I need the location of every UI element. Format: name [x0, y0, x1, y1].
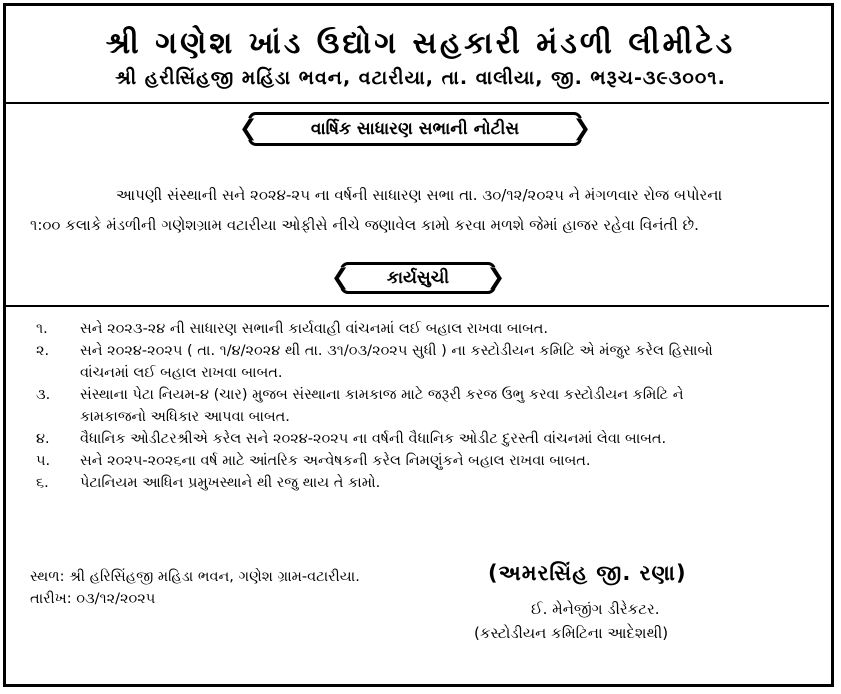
agenda-item-number: ૨.	[36, 343, 50, 359]
intro-line-2: ૧:૦૦ કલાકે મંડળીની ગણેશગ્રામ વટારીયા ઓફીસે નીચે જણાવેલ કામો કરવા મળશે જેમાં હાજર રહેવા વિનંતી છે.	[30, 216, 699, 234]
agenda-item-text-continued: વાંચનમાં લઈ બહાલ રાખવા બાબત.	[80, 365, 283, 381]
right-bracket-ornament: ❯	[572, 116, 591, 141]
agenda-item-text-continued: કામકાજનો અધિકાર આપવા બાબત.	[80, 409, 290, 425]
agenda-item-text: પેટાનિયમ આધિન પ્રમુખસ્થાને થી રજુ થાય તે કામો.	[80, 475, 381, 491]
meeting-place: સ્થળ: શ્રી હરિસિંહજી મહિડા ભવન, ગણેશ ગ્રામ-વટારીયા.	[30, 569, 360, 585]
agenda-item-number: ૩.	[36, 387, 51, 403]
agenda-list	[30, 318, 820, 494]
agenda-item-number: ૬.	[36, 475, 49, 491]
signatory-role: ઈ. મેનેજીંગ ડીરેકટર.	[531, 600, 660, 618]
notice-date: તારીખ: ૦૩/૧૨/૨૦૨૫	[30, 591, 156, 607]
organization-title: શ્રી ગણેશ ખાંડ ઉદ્યોગ સહકારી મંડળી લીમીટેડ	[105, 26, 736, 61]
intro-paragraph	[30, 180, 820, 240]
organization-address: શ્રી હરીસિંહજી મહિંડા ભવન, વટારીયા, તા. વાલીયા, જી. ભરૂચ-૩૯૩૦૦૧.	[115, 67, 726, 89]
right-bracket-ornament: ❯	[486, 265, 505, 290]
agenda-item	[30, 450, 820, 472]
agenda-item	[30, 340, 820, 384]
left-bracket-ornament: ❮	[239, 116, 258, 141]
agenda-item	[30, 318, 820, 340]
notice-heading: વાર્ષિક સાધારણ સભાની નોટીસ	[310, 119, 520, 139]
agenda-item-text: સને ૨૦૨૪-૨૦૨૫ ( તા. ૧/૪/૨૦૨૪ થી તા. ૩૧/૦૩/૨૦૨૫ સુધી ) ના કસ્ટોડીયન કમિટિ એ મંજુર કરેલ હિસાબો	[80, 343, 713, 359]
agenda-item	[30, 384, 820, 428]
agenda-item-text: સંસ્થાના પેટા નિયમ-૪ (ચાર) મુજબ સંસ્થાના કામકાજ માટે જરૂરી કરજ ઉભુ કરવા કસ્ટોડીયન કમિટિ ને	[80, 387, 684, 403]
intro-line-1: આપણી સંસ્થાની સને ૨૦૨૪-૨૫ ના વર્ષની સાધારણ સભા તા. ૩૦/૧૨/૨૦૨૫ ને મંગળવાર રોજ બપોરના	[116, 186, 723, 204]
agenda-heading-banner	[331, 262, 505, 294]
left-bracket-ornament: ❮	[331, 265, 350, 290]
signatory-name: (અમરસિંહ જી. રણા)	[488, 561, 687, 585]
place-and-date	[30, 566, 360, 610]
agenda-item-number: ૫.	[36, 453, 51, 469]
agenda-heading: કાર્યસુચી	[386, 268, 450, 288]
agenda-item	[30, 472, 820, 494]
header-divider	[6, 102, 829, 104]
notice-heading-banner	[239, 112, 591, 146]
agenda-item-number: ૧.	[36, 321, 48, 337]
agenda-item-text: સને ૨૦૨૫-૨૦૨૬ના વર્ષ માટે આંતરિક અન્વેષકની કરેલ નિમણુંકને બહાલ રાખવા બાબત.	[80, 453, 591, 469]
agenda-item-text: સને ૨૦૨૩-૨૪ ની સાધારણ સભાની કાર્યવાહી વાંચનમાં લઈ બહાલ રાખવા બાબત.	[80, 321, 548, 337]
agenda-item-text: વૈધાનિક ઓડીટરશ્રીએ કરેલ સને ૨૦૨૪-૨૦૨૫ ના વર્ષની વૈધાનિક ઓડીટ દુરસ્તી વાંચનમાં લેવા બાબત.	[80, 431, 667, 447]
signatory-authority: (કસ્ટોડીયન કમિટિના આદેશથી)	[474, 624, 669, 642]
agenda-item	[30, 428, 820, 450]
agenda-item-number: ૪.	[36, 431, 50, 447]
agenda-divider	[6, 305, 829, 307]
